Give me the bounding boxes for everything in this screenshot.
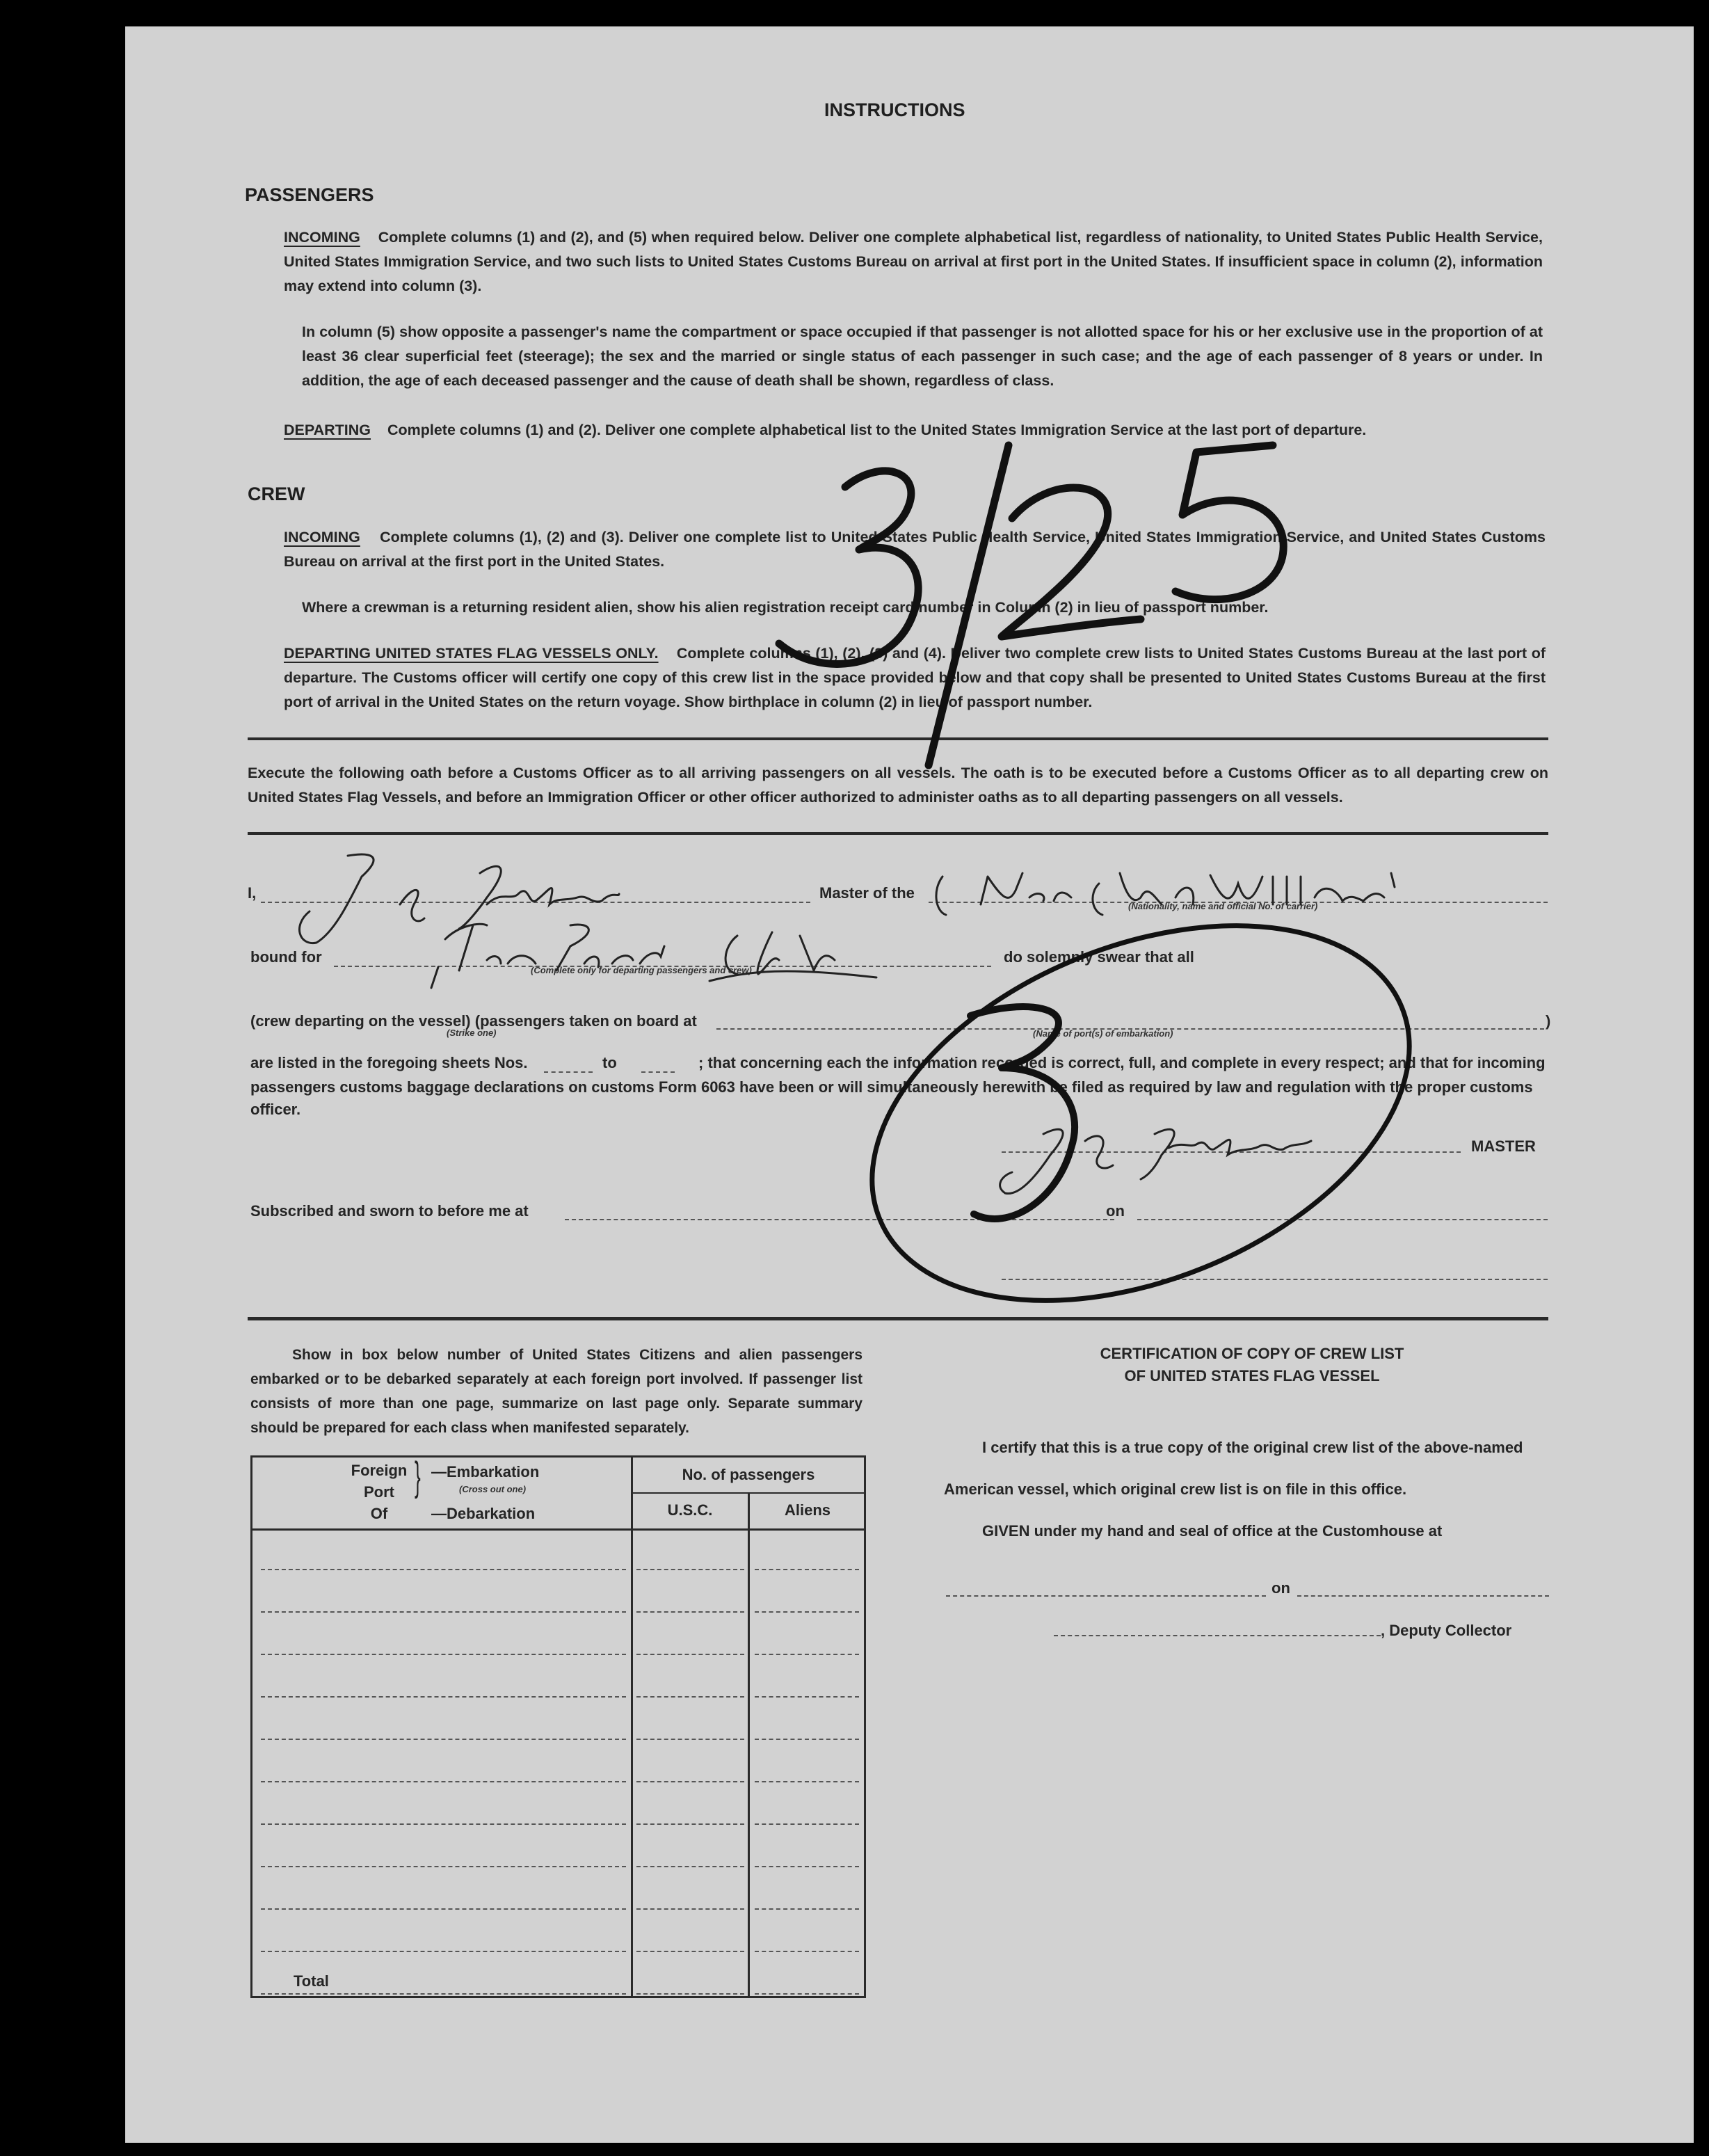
debarkation-label: —Debarkation bbox=[431, 1505, 536, 1522]
subscribed-on-label: on bbox=[1106, 1202, 1125, 1220]
passengers-incoming-text: Complete columns (1) and (2), and (5) when required below. Deliver one complete alphabetical list, regardless of nationality, to United States Public Health Service, United States Immigration Service, and two such lists to United States Customs Bureau on arrival at first port in the United States. If insufficient space in column (2), information may extend into column (3). bbox=[284, 229, 1543, 294]
col-port-1: Foreign bbox=[351, 1462, 408, 1479]
crew-departing-text: Complete columns (1), (2), (3) and (4). Deliver two complete crew lists to United States Customs Bureau at the last port of departure. The Customs officer will certify one copy of this crew list in the space provided below and that copy shall be presented to United States Customs Bureau at the first port of arrival in the United States on the return voyage. Show birthplace in column (2) in lieu of passport number. bbox=[284, 645, 1546, 710]
deputy-collector-label: , Deputy Collector bbox=[1381, 1622, 1512, 1639]
bracket-icon: } bbox=[415, 1454, 421, 1499]
oath-i-label: I, bbox=[248, 884, 257, 902]
strike-caption: (Strike one) bbox=[447, 1028, 497, 1038]
swear-text: do solemnly swear that all bbox=[1004, 948, 1194, 966]
col-port-2: Port bbox=[364, 1483, 394, 1501]
passengers-incoming-label: INCOMING bbox=[284, 229, 360, 246]
oath-intro-paragraph: Execute the following oath before a Customs Officer as to all arriving passengers on all vessels. The oath is to be executed before a Customs Officer as to all departing crew on United States Flag Vessels, and before an Immigration Officer or other officer authorized to administer oaths as to all departing passengers on all vessels. bbox=[248, 765, 1548, 806]
summary-instructions: Show in box below number of United States Citizens and alien passengers embarked or to be debarked separately at each foreign port involved. If passenger list consists of more than one page, summarize on last page only. Separate summary should be prepared for each class when manifested separately. bbox=[250, 1347, 862, 1436]
certification-title-1: CERTIFICATION OF COPY OF CREW LIST bbox=[1100, 1345, 1404, 1362]
cross-out-caption: (Cross out one) bbox=[459, 1484, 527, 1494]
vessel-handwriting bbox=[936, 873, 1395, 915]
to-label: to bbox=[602, 1054, 617, 1071]
master-of-label: Master of the bbox=[819, 884, 915, 902]
col-port-3: Of bbox=[370, 1505, 388, 1522]
crew-incoming-label: INCOMING bbox=[284, 529, 360, 545]
listed-text: ; that concerning each the information recorded is correct, full, and complete in every respect; and that for incoming bbox=[698, 1054, 1546, 1071]
crew-resident-paragraph: Where a crewman is a returning resident alien, show his alien registration receipt card number in Column (2) in lieu of passport number. bbox=[302, 599, 1269, 616]
listed-label: are listed in the foregoing sheets Nos. bbox=[250, 1054, 528, 1071]
certification-on-label: on bbox=[1271, 1579, 1290, 1597]
certification-line-2: American vessel, which original crew list is on file in this office. bbox=[944, 1480, 1407, 1498]
usc-header: U.S.C. bbox=[667, 1501, 713, 1519]
certification-title-2: OF UNITED STATES FLAG VESSEL bbox=[1124, 1367, 1380, 1384]
crew-departing-choice: (crew departing on the vessel) (passengers taken on board at bbox=[250, 1012, 697, 1030]
large-number-3-25 bbox=[779, 445, 1283, 765]
crew-departing-label: DEPARTING UNITED STATES FLAG VESSELS ONLY. bbox=[284, 645, 659, 662]
master-signature bbox=[1000, 1129, 1311, 1193]
page-title: INSTRUCTIONS bbox=[824, 99, 965, 120]
crew-incoming-text: Complete columns (1), (2) and (3). Deliver one complete list to United States Public Health Service, United States Immigration Service, and United States Customs Bureau on arrival at the first port in the United States. bbox=[284, 529, 1546, 570]
subscribed-label: Subscribed and sworn to before me at bbox=[250, 1202, 529, 1220]
certification-line-3: GIVEN under my hand and seal of office at the Customhouse at bbox=[982, 1522, 1443, 1540]
passengers-column5-paragraph: In column (5) show opposite a passenger's name the compartment or space occupied if that passenger is not allotted space for his or her exclusive use in the proportion of at least 36 clear superficial feet (steerage); the sex and the married or single status of each passenger in such case; and the age of each passenger of 8 years or under. In addition, the age of each deceased passenger and the cause of death shall be shown, regardless of class. bbox=[302, 324, 1543, 389]
embarkation-label: —Embarkation bbox=[431, 1463, 540, 1480]
destination-caption: (Complete only for departing passengers and crew) bbox=[531, 965, 752, 975]
bound-for-label: bound for bbox=[250, 948, 322, 966]
passengers-header: No. of passengers bbox=[682, 1466, 815, 1483]
destination-handwriting bbox=[431, 924, 876, 988]
crew-heading: CREW bbox=[248, 484, 305, 504]
passengers-departing-text: Complete columns (1) and (2). Deliver one complete alphabetical list to the United States Immigration Service at the last port of departure. bbox=[387, 422, 1367, 438]
passengers-departing-label: DEPARTING bbox=[284, 422, 371, 438]
certification-line-1: I certify that this is a true copy of the original crew list of the above-named bbox=[982, 1439, 1523, 1456]
passengers-heading: PASSENGERS bbox=[245, 184, 374, 205]
port-caption: (Name of port(s) of embarkation) bbox=[1033, 1028, 1173, 1039]
listed-text-3: officer. bbox=[250, 1101, 301, 1118]
close-paren: ) bbox=[1546, 1012, 1551, 1030]
master-label: MASTER bbox=[1471, 1137, 1536, 1155]
vessel-caption: (Nationality, name and official No. of carrier) bbox=[1128, 901, 1318, 911]
total-label: Total bbox=[294, 1972, 329, 1990]
listed-text-2: passengers customs baggage declarations on customs Form 6063 have been or will simultaneously herewith be filed as required by law and regulation with the proper customs bbox=[250, 1078, 1533, 1096]
aliens-header: Aliens bbox=[784, 1501, 831, 1519]
circle-mark bbox=[817, 853, 1465, 1373]
